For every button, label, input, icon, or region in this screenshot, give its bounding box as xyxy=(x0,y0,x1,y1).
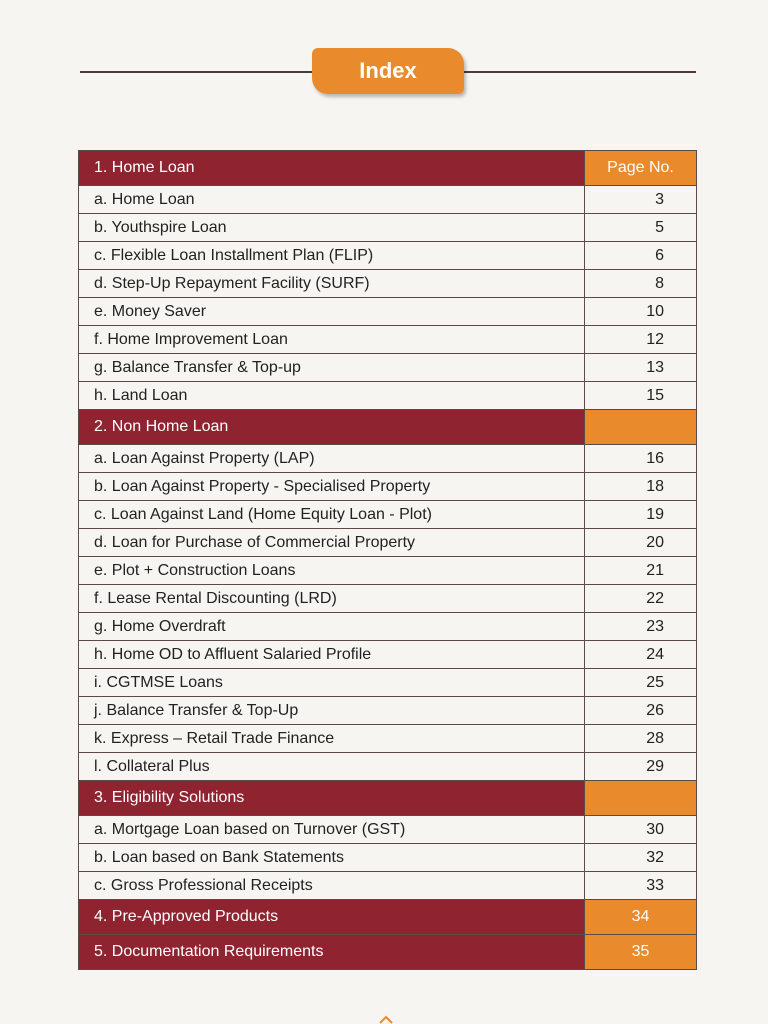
entry-label: e. Money Saver xyxy=(79,298,585,326)
entry-page: 23 xyxy=(585,613,697,641)
index-entry xyxy=(79,298,697,326)
entry-label: e. Plot + Construction Loans xyxy=(79,557,585,585)
entry-page: 5 xyxy=(585,214,697,242)
section-page: 35 xyxy=(585,935,697,970)
entry-page: 20 xyxy=(585,529,697,557)
entry-page: 10 xyxy=(585,298,697,326)
entry-label: c. Loan Against Land (Home Equity Loan - Plot) xyxy=(79,501,585,529)
section-page xyxy=(585,781,697,816)
entry-label: f. Lease Rental Discounting (LRD) xyxy=(79,585,585,613)
section-row xyxy=(79,935,697,970)
index-entry xyxy=(79,186,697,214)
index-entry xyxy=(79,697,697,725)
entry-page: 21 xyxy=(585,557,697,585)
section-title: 1. Home Loan xyxy=(79,151,585,186)
entry-label: b. Youthspire Loan xyxy=(79,214,585,242)
index-entry xyxy=(79,270,697,298)
entry-label: k. Express – Retail Trade Finance xyxy=(79,725,585,753)
index-entry xyxy=(79,816,697,844)
index-entry xyxy=(79,326,697,354)
entry-label: h. Home OD to Affluent Salaried Profile xyxy=(79,641,585,669)
entry-page: 29 xyxy=(585,753,697,781)
index-table xyxy=(78,150,697,970)
entry-page: 8 xyxy=(585,270,697,298)
index-entry xyxy=(79,557,697,585)
section-row xyxy=(79,781,697,816)
entry-page: 22 xyxy=(585,585,697,613)
section-title: 2. Non Home Loan xyxy=(79,410,585,445)
index-entry xyxy=(79,585,697,613)
index-entry xyxy=(79,753,697,781)
section-title: 5. Documentation Requirements xyxy=(79,935,585,970)
index-entry xyxy=(79,445,697,473)
entry-page: 24 xyxy=(585,641,697,669)
index-entry xyxy=(79,529,697,557)
index-entry xyxy=(79,641,697,669)
entry-page: 33 xyxy=(585,872,697,900)
entry-label: c. Gross Professional Receipts xyxy=(79,872,585,900)
entry-page: 3 xyxy=(585,186,697,214)
section-row xyxy=(79,151,697,186)
index-entry xyxy=(79,354,697,382)
entry-page: 19 xyxy=(585,501,697,529)
entry-label: d. Loan for Purchase of Commercial Property xyxy=(79,529,585,557)
entry-page: 13 xyxy=(585,354,697,382)
entry-label: a. Mortgage Loan based on Turnover (GST) xyxy=(79,816,585,844)
index-entry xyxy=(79,725,697,753)
section-row xyxy=(79,410,697,445)
entry-label: c. Flexible Loan Installment Plan (FLIP) xyxy=(79,242,585,270)
entry-label: d. Step-Up Repayment Facility (SURF) xyxy=(79,270,585,298)
entry-page: 32 xyxy=(585,844,697,872)
entry-label: i. CGTMSE Loans xyxy=(79,669,585,697)
entry-page: 6 xyxy=(585,242,697,270)
entry-page: 15 xyxy=(585,382,697,410)
entry-page: 28 xyxy=(585,725,697,753)
index-title: Index xyxy=(312,48,464,94)
entry-page: 30 xyxy=(585,816,697,844)
index-entry xyxy=(79,382,697,410)
entry-label: b. Loan Against Property - Specialised Property xyxy=(79,473,585,501)
entry-page: 16 xyxy=(585,445,697,473)
index-entry xyxy=(79,214,697,242)
entry-page: 25 xyxy=(585,669,697,697)
section-title: 4. Pre-Approved Products xyxy=(79,900,585,935)
entry-label: j. Balance Transfer & Top-Up xyxy=(79,697,585,725)
entry-label: a. Loan Against Property (LAP) xyxy=(79,445,585,473)
entry-page: 26 xyxy=(585,697,697,725)
entry-label: g. Balance Transfer & Top-up xyxy=(79,354,585,382)
index-entry xyxy=(79,242,697,270)
index-entry xyxy=(79,473,697,501)
section-row xyxy=(79,900,697,935)
entry-label: b. Loan based on Bank Statements xyxy=(79,844,585,872)
entry-label: g. Home Overdraft xyxy=(79,613,585,641)
section-page: Page No. xyxy=(585,151,697,186)
section-title: 3. Eligibility Solutions xyxy=(79,781,585,816)
chevron-up-icon xyxy=(378,1014,394,1024)
index-entry xyxy=(79,669,697,697)
entry-page: 12 xyxy=(585,326,697,354)
index-entry xyxy=(79,501,697,529)
entry-label: l. Collateral Plus xyxy=(79,753,585,781)
entry-page: 18 xyxy=(585,473,697,501)
index-entry xyxy=(79,872,697,900)
entry-label: a. Home Loan xyxy=(79,186,585,214)
entry-label: h. Land Loan xyxy=(79,382,585,410)
index-entry xyxy=(79,613,697,641)
section-page xyxy=(585,410,697,445)
entry-label: f. Home Improvement Loan xyxy=(79,326,585,354)
index-entry xyxy=(79,844,697,872)
section-page: 34 xyxy=(585,900,697,935)
